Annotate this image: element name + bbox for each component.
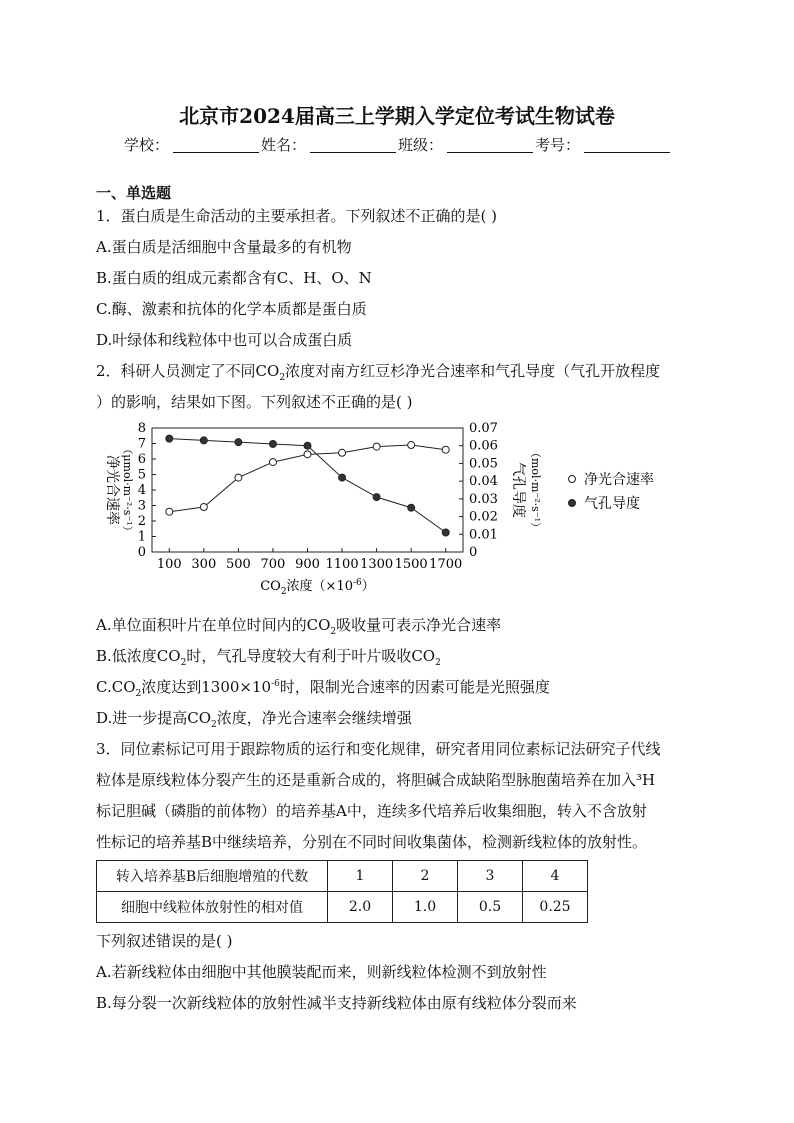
q2-option-c: $C.CO_2$浓度达到$1300\times 10^{-6}$时，限制光合速率的因素可能是光照强度 — [96, 678, 550, 699]
legend-label-2: 气孔导度 — [584, 496, 640, 512]
data-point-1 — [235, 474, 242, 481]
right-tick-label: 0.04 — [469, 474, 498, 490]
q3-line3: 标记胆碱（磷脂的前体物）的培养基A中，连续多代培养后收集细胞，转入不含放射 — [96, 802, 647, 820]
left-tick-label: 3 — [137, 498, 146, 514]
number-label: 考号： — [535, 136, 581, 154]
legend-marker-2 — [569, 500, 576, 507]
data-point-1 — [373, 443, 380, 450]
q3-option-a: A.若新线粒体由细胞中其他膜装配而来，则新线粒体检测不到放射性 — [96, 963, 547, 981]
q1-option-a: A.蛋白质是活细胞中含量最多的有机物 — [96, 238, 352, 256]
q1-option-c: C.酶、激素和抗体的化学本质都是蛋白质 — [96, 300, 367, 318]
legend-marker-1 — [569, 476, 576, 483]
left-tick-label: 1 — [137, 529, 146, 545]
data-point-1 — [442, 446, 449, 453]
right-tick-label: 0.02 — [469, 509, 498, 525]
right-tick-label: 0.07 — [469, 421, 498, 436]
generation-table — [96, 860, 588, 923]
data-point-2 — [235, 439, 242, 446]
x-tick-label: 100 — [156, 557, 182, 572]
name-blank[interactable] — [310, 136, 396, 153]
q2-option-a: A.单位面积叶片在单位时间内的$CO_2$吸收量可表示净光合速率 — [96, 616, 502, 637]
data-point-1 — [304, 451, 311, 458]
x-tick-label: 1100 — [325, 557, 359, 572]
section-heading: 一、单选题 — [96, 184, 172, 202]
x-axis-label: $CO_2$浓度$(\times 10^{-6})$ — [260, 578, 375, 597]
x-tick-label: 700 — [260, 557, 286, 572]
right-tick-label: 0.03 — [469, 491, 498, 507]
right-tick-label: 0.01 — [469, 527, 498, 543]
data-point-1 — [200, 504, 207, 511]
q1-option-b: B.蛋白质的组成元素都含有C、H、O、N — [96, 269, 372, 287]
table-cell: 2.0 — [328, 892, 393, 923]
q1-option-d: D.叶绿体和线粒体中也可以合成蛋白质 — [96, 331, 353, 349]
left-tick-label: 5 — [137, 467, 146, 483]
data-point-1 — [408, 442, 415, 449]
legend-label-1: 净光合速率 — [584, 472, 654, 488]
table-cell: 4 — [523, 861, 588, 892]
right-axis-label: 气孔导度 — [510, 462, 526, 518]
left-axis-label: 净光合速率 — [104, 455, 120, 525]
left-tick-label: 8 — [137, 421, 146, 436]
q1-stem: 1．蛋白质是生命活动的主要承担者。下列叙述不正确的是( ) — [96, 207, 498, 225]
table-cell: 2 — [393, 861, 458, 892]
data-point-2 — [408, 504, 415, 511]
q2-option-b: B.低浓度$CO_2$时，气孔导度较大有利于叶片吸收$CO_2$ — [96, 647, 441, 668]
data-point-1 — [269, 459, 276, 466]
data-point-2 — [166, 435, 173, 442]
x-tick-label: 300 — [191, 557, 217, 572]
right-axis-unit: （mol·m⁻²·s⁻¹） — [529, 446, 542, 534]
q3-line4: 性标记的培养基B中继续培养，分别在不同时间收集菌体，检测新线粒体的放射性。 — [96, 833, 648, 851]
table-row — [97, 892, 588, 923]
q2-option-d: D.进一步提高$CO_2$浓度，净光合速率会继续增强 — [96, 709, 412, 730]
x-tick-label: 1300 — [360, 557, 394, 572]
name-label: 姓名： — [261, 136, 307, 154]
left-tick-label: 7 — [137, 436, 146, 452]
data-point-2 — [373, 494, 380, 501]
q3-line2: 粒体是原线粒体分裂产生的还是重新合成的，将胆碱合成缺陷型脉胞菌培养在加入³H — [96, 771, 656, 789]
table-cell: 0.25 — [523, 892, 588, 923]
q3-after-table: 下列叙述错误的是( ) — [96, 932, 233, 950]
table-head-cell: 转入培养基B后细胞增殖的代数 — [97, 861, 328, 892]
class-blank[interactable] — [447, 136, 533, 153]
left-axis-unit: （μmol·m⁻²·s⁻¹） — [121, 443, 134, 537]
number-blank[interactable] — [584, 136, 670, 153]
table-cell: 1 — [328, 861, 393, 892]
right-tick-label: 0.06 — [469, 438, 498, 454]
table-head-cell: 细胞中线粒体放射性的相对值 — [97, 892, 328, 923]
school-blank[interactable] — [173, 136, 259, 153]
page-title: 北京市2024届高三上学期入学定位考试生物试卷 — [179, 104, 615, 128]
left-tick-label: 6 — [137, 452, 146, 467]
table-cell: 3 — [458, 861, 523, 892]
q3-line1: 3．同位素标记可用于跟踪物质的运行和变化规律，研究者用同位素标记法研究子代线 — [96, 740, 661, 758]
q2-stem-line2: ）的影响，结果如下图。下列叙述不正确的是( ) — [96, 393, 413, 411]
x-tick-label: 500 — [225, 557, 251, 572]
left-tick-label: 2 — [137, 514, 146, 529]
left-tick-label: 4 — [137, 483, 146, 498]
q2-stem-line1: 2．科研人员测定了不同$CO_2$浓度对南方红豆杉净光合速率和气孔导度（气孔开放程度 — [96, 362, 661, 383]
data-point-2 — [200, 437, 207, 444]
data-point-2 — [339, 474, 346, 481]
school-label: 学校： — [124, 136, 170, 154]
x-tick-label: 900 — [295, 557, 320, 572]
x-tick-label: 1500 — [394, 557, 428, 572]
data-point-2 — [269, 440, 276, 447]
table-row — [97, 861, 588, 892]
co2-chart — [90, 418, 700, 598]
q3-option-b: B.每分裂一次新线粒体的放射性减半支持新线粒体由原有线粒体分裂而来 — [96, 994, 577, 1012]
data-point-1 — [339, 449, 346, 456]
student-info — [124, 134, 672, 155]
data-point-1 — [166, 508, 173, 515]
table-cell: 1.0 — [393, 892, 458, 923]
left-tick-label: 0 — [137, 545, 146, 560]
data-point-2 — [442, 529, 449, 536]
right-tick-label: 0.05 — [469, 456, 498, 472]
table-cell: 0.5 — [458, 892, 523, 923]
x-tick-label: 1700 — [429, 557, 463, 572]
right-tick-label: 0 — [469, 545, 478, 560]
data-point-2 — [304, 442, 311, 449]
class-label: 班级： — [398, 136, 444, 154]
